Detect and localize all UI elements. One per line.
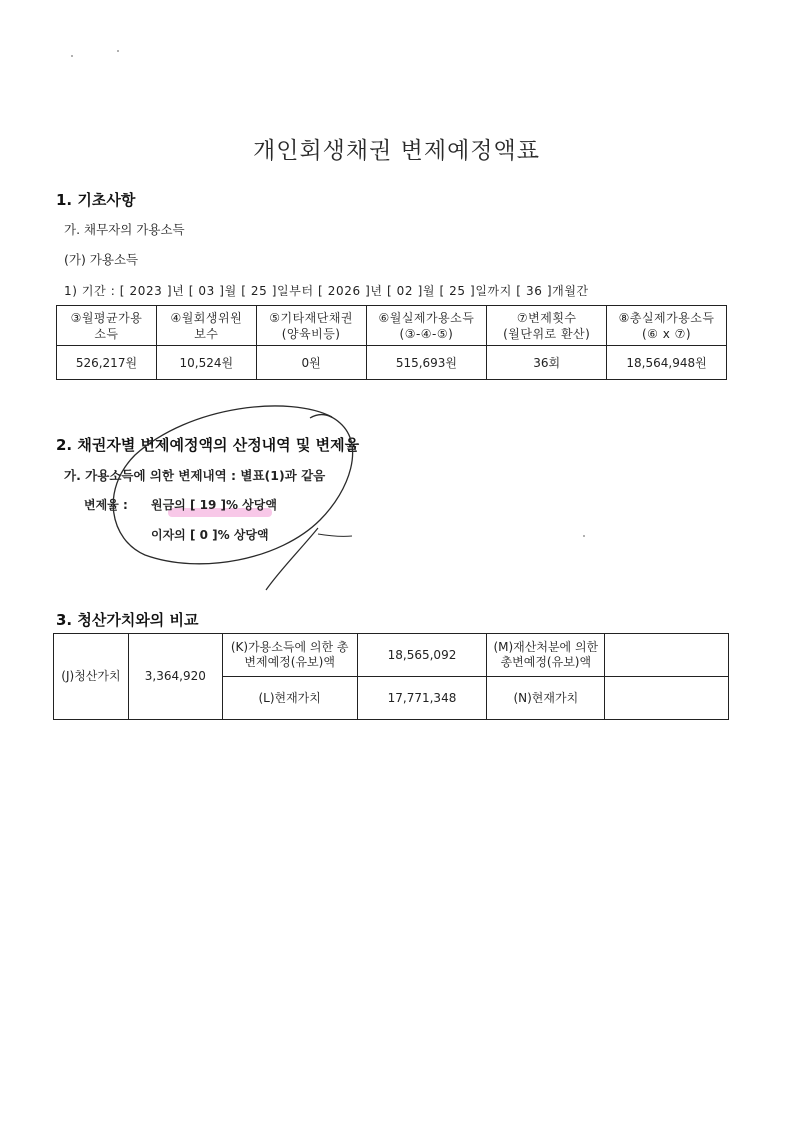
l-label-cell: (L)현재가치 [222,677,357,720]
liquidation-value-cell: 3,364,920 [128,634,222,720]
l-value-cell: 17,771,348 [357,677,487,720]
liquidation-comparison-table [53,633,729,720]
scan-speck [117,50,119,52]
repayment-rate-label: 변제율 : [84,498,128,512]
header-cell-avg-income: ③월평균가용 소득 [57,306,157,346]
section3-heading: 3. 청산가치와의 비교 [56,611,199,629]
scan-speck [583,535,585,537]
k-label-cell: (K)가용소득에 의한 총 변제예정(유보)액 [222,634,357,677]
n-label-cell: (N)현재가치 [487,677,605,720]
scan-speck [71,55,73,57]
header-cell-total-income: ⑧총실제가용소득 (⑥ x ⑦) [607,306,727,346]
value-cell-trustee-fee: 10,524원 [156,346,256,380]
table-header-row [57,306,727,346]
k-value-cell: 18,565,092 [357,634,487,677]
basic-income-table [56,305,727,380]
section1-subsubheading: (가) 가용소득 [64,252,139,267]
m-label-cell: (M)재산처분에 의한 총변예정(유보)액 [487,634,605,677]
section1-subheading: 가. 채무자의 가용소득 [64,222,185,237]
header-cell-other-claims: ⑤기타재단채권 (양육비등) [256,306,366,346]
value-cell-other-claims: 0원 [256,346,366,380]
header-cell-trustee-fee: ④월회생위원 보수 [156,306,256,346]
table-row [57,346,727,380]
section1-heading: 1. 기초사항 [56,191,136,209]
header-cell-payment-count: ⑦변제횟수 (월단위로 환산) [487,306,607,346]
n-value-cell [605,677,729,720]
document-title: 개인회생채권 변제예정액표 [253,138,540,164]
header-cell-actual-income: ⑥월실제가용소득 (③-④-⑤) [366,306,487,346]
value-cell-payment-count: 36회 [487,346,607,380]
period-line: 1) 기간 : [ 2023 ]년 [ 03 ]월 [ 25 ]일부터 [ 2026 ]년 [ 02 ]월 [ 25 ]일까지 [ 36 ]개월간 [64,284,589,298]
interest-rate-text: 이자의 [ 0 ]% 상당액 [151,528,269,542]
liquidation-label-cell: (J)청산가치 [54,634,129,720]
section2-heading: 2. 채권자별 변제예정액의 산정내역 및 변제율 [56,436,360,454]
section2-subheading: 가. 가용소득에 의한 변제내역 : 별표(1)과 같음 [64,468,326,483]
value-cell-actual-income: 515,693원 [366,346,487,380]
value-cell-avg-income: 526,217원 [57,346,157,380]
principal-rate-text: 원금의 [ 19 ]% 상당액 [151,498,277,512]
m-value-cell [605,634,729,677]
table-row [54,634,729,677]
value-cell-total-income: 18,564,948원 [607,346,727,380]
